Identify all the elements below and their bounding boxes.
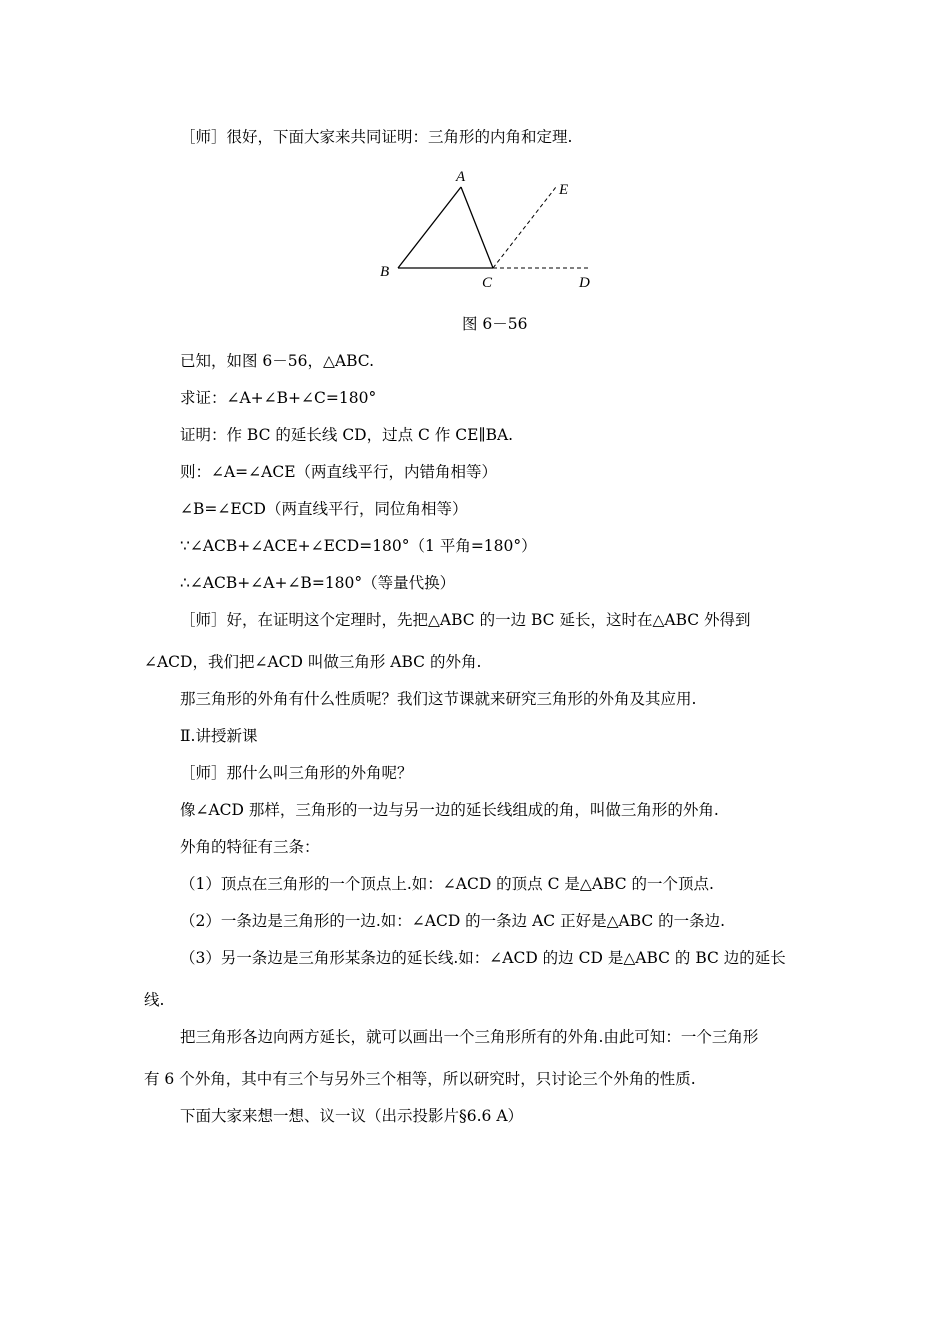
text-line: ［师］很好，下面大家来共同证明：三角形的内角和定理. xyxy=(180,128,573,146)
label-c: C xyxy=(482,275,493,291)
text-line: 已知，如图 6－56，△ABC. xyxy=(180,352,375,370)
text-line: 证明：作 BC 的延长线 CD，过点 C 作 CE∥BA. xyxy=(180,426,514,444)
text-line: 那三角形的外角有什么性质呢？我们这节课就来研究三角形的外角及其应用. xyxy=(180,690,697,708)
text-line: ［师］好，在证明这个定理时，先把△ABC 的一边 BC 延长，这时在△ABC 外得到 xyxy=(180,611,751,629)
triangle-diagram xyxy=(378,165,598,295)
list-item: （3）另一条边是三角形某条边的延长线.如：∠ACD 的边 CD 是△ABC 的 BC 边的延长 xyxy=(180,949,786,967)
label-d: D xyxy=(579,275,590,291)
list-item: （1）顶点在三角形的一个顶点上.如：∠ACD 的顶点 C 是△ABC 的一个顶点. xyxy=(180,875,714,893)
text-line: ∠B=∠ECD（两直线平行，同位角相等） xyxy=(180,500,468,518)
label-b: B xyxy=(380,264,390,280)
text-line: 外角的特征有三条： xyxy=(180,838,320,856)
side-ac xyxy=(461,187,493,268)
list-item: （2）一条边是三角形的一边.如：∠ACD 的一条边 AC 正好是△ABC 的一条边. xyxy=(180,912,726,930)
text-line: 像∠ACD 那样，三角形的一边与另一边的延长线组成的角，叫做三角形的外角. xyxy=(180,801,719,819)
text-line: ［师］那什么叫三角形的外角呢？ xyxy=(180,764,413,782)
text-line: 有 6 个外角，其中有三个与另外三个相等，所以研究时，只讨论三个外角的性质. xyxy=(144,1070,696,1088)
label-e: E xyxy=(559,182,569,198)
text-line: ∴∠ACB+∠A+∠B=180°（等量代换） xyxy=(180,574,456,592)
section-heading: Ⅱ.讲授新课 xyxy=(180,727,258,745)
text-line: 线. xyxy=(144,991,165,1009)
figure-caption: 图 6－56 xyxy=(462,315,528,333)
label-a: A xyxy=(456,169,466,185)
text-line: ∵∠ACB+∠ACE+∠ECD=180°（1 平角=180°） xyxy=(180,537,537,555)
text-line: ∠ACD，我们把∠ACD 叫做三角形 ABC 的外角. xyxy=(144,653,482,671)
text-line: 下面大家来想一想、议一议（出示投影片§6.6 A） xyxy=(180,1107,524,1125)
side-ba xyxy=(398,187,461,268)
triangle-figure xyxy=(378,165,598,295)
text-line: 把三角形各边向两方延长，就可以画出一个三角形所有的外角.由此可知：一个三角形 xyxy=(180,1028,759,1046)
text-line: 求证：∠A+∠B+∠C=180° xyxy=(180,389,377,407)
text-line: 则：∠A=∠ACE（两直线平行，内错角相等） xyxy=(180,463,498,481)
parallel-ce xyxy=(493,187,556,268)
